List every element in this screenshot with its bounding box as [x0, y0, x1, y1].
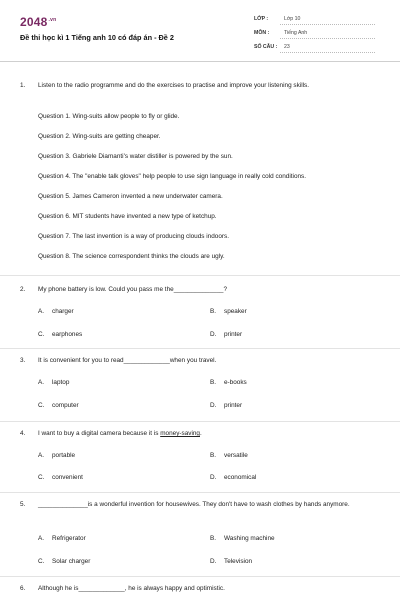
- option-letter: A.: [38, 452, 45, 459]
- option-letter: D.: [210, 474, 217, 481]
- option-a[interactable]: [38, 535, 86, 542]
- question-text: My phone battery is low. Could you pass me the______________?: [38, 286, 228, 293]
- question-number: 5.: [20, 501, 26, 508]
- option-text: economical: [224, 474, 257, 481]
- option-text: Solar charger: [52, 558, 91, 565]
- option-text: Refrigerator: [52, 535, 86, 542]
- question-number: 3.: [20, 357, 26, 364]
- question-text: [38, 429, 378, 439]
- option-letter: A.: [38, 308, 45, 315]
- option-c[interactable]: [38, 558, 90, 565]
- option-a[interactable]: [38, 308, 74, 315]
- meta-subject-key: MÔN :: [254, 30, 270, 36]
- option-text: versatile: [224, 452, 248, 459]
- option-text: e-books: [224, 379, 247, 386]
- list-item: Question 6. MIT students have invented a new type of ketchup.: [38, 213, 217, 220]
- option-text: charger: [52, 308, 74, 315]
- meta-class-value: Lớp 10: [284, 16, 301, 22]
- underlined-word: money-saving: [160, 430, 200, 437]
- meta-class-key: LỚP :: [254, 16, 269, 22]
- divider: [0, 576, 400, 577]
- option-letter: D.: [210, 402, 217, 409]
- question-text: It is convenient for you to read_____________when you travel.: [38, 357, 217, 364]
- page-title: Đề thi học kì 1 Tiếng anh 10 có đáp án - Đề 2: [20, 33, 174, 42]
- question-number: 2.: [20, 286, 26, 293]
- option-c[interactable]: [38, 402, 79, 409]
- option-text: portable: [52, 452, 76, 459]
- option-letter: C.: [38, 558, 45, 565]
- option-text: speaker: [224, 308, 247, 315]
- option-letter: C.: [38, 331, 45, 338]
- option-text: laptop: [52, 379, 70, 386]
- logo-text: 2048: [20, 15, 48, 29]
- question-text: ______________is a wonderful invention for housewives. They don't have to wash clothes by hands anymore.: [38, 501, 350, 508]
- question-text-start: I want to buy a digital camera because it is: [38, 430, 161, 437]
- question-number: 4.: [20, 430, 26, 437]
- option-text: printer: [224, 331, 243, 338]
- list-item: Question 7. The last invention is a way of producing clouds indoors.: [38, 233, 230, 240]
- list-item: Question 3. Gabriele Diamanti's water distiller is powered by the sun.: [38, 153, 233, 160]
- option-letter: C.: [38, 474, 45, 481]
- option-b[interactable]: [210, 535, 275, 542]
- divider: [0, 492, 400, 493]
- option-d[interactable]: [210, 402, 242, 409]
- option-d[interactable]: [210, 331, 242, 338]
- option-letter: B.: [210, 452, 217, 459]
- list-item: Question 1. Wing-suits allow people to fly or glide.: [38, 113, 180, 120]
- option-text: Television: [224, 558, 253, 565]
- option-letter: B.: [210, 308, 217, 315]
- list-item: Question 4. The "enable talk gloves" help people to use sign language in really cold conditions.: [38, 173, 307, 180]
- option-b[interactable]: [210, 452, 248, 459]
- list-item: Question 2. Wing-suits are getting cheaper.: [38, 133, 161, 140]
- option-c[interactable]: [38, 331, 82, 338]
- meta-count-value: 23: [284, 44, 290, 50]
- question-number: 1.: [20, 82, 26, 89]
- option-b[interactable]: [210, 308, 247, 315]
- option-letter: B.: [210, 379, 217, 386]
- site-logo[interactable]: [20, 15, 56, 29]
- meta-count-key: SỐ CÂU :: [254, 44, 278, 50]
- list-item: Question 8. The science correspondent thinks the clouds are ugly.: [38, 253, 225, 260]
- divider: [0, 348, 400, 349]
- option-text: printer: [224, 402, 243, 409]
- option-text: Washing machine: [224, 535, 275, 542]
- question-text-end: .: [200, 430, 202, 437]
- page-header: [0, 0, 400, 62]
- divider: [280, 52, 375, 53]
- divider: [280, 38, 375, 39]
- divider: [280, 24, 375, 25]
- option-letter: B.: [210, 535, 217, 542]
- divider: [0, 421, 400, 422]
- option-d[interactable]: [210, 474, 256, 481]
- option-text: convenient: [52, 474, 83, 481]
- option-a[interactable]: [38, 452, 75, 459]
- option-letter: A.: [38, 535, 45, 542]
- question-text: Although he is_____________, he is always happy and optimistic.: [38, 585, 225, 592]
- option-c[interactable]: [38, 474, 83, 481]
- option-d[interactable]: [210, 558, 252, 565]
- option-letter: D.: [210, 558, 217, 565]
- option-a[interactable]: [38, 379, 69, 386]
- question-text: Listen to the radio programme and do the exercises to practise and improve your listening skills.: [38, 82, 310, 89]
- option-letter: D.: [210, 331, 217, 338]
- logo-domain: .vn: [48, 17, 57, 23]
- divider: [0, 275, 400, 276]
- option-text: earphones: [52, 331, 83, 338]
- option-letter: A.: [38, 379, 45, 386]
- question-number: 6.: [20, 585, 26, 592]
- option-letter: C.: [38, 402, 45, 409]
- option-b[interactable]: [210, 379, 247, 386]
- meta-subject-value: Tiếng Anh: [284, 30, 308, 36]
- list-item: Question 5. James Cameron invented a new underwater camera.: [38, 193, 223, 200]
- option-text: computer: [52, 402, 79, 409]
